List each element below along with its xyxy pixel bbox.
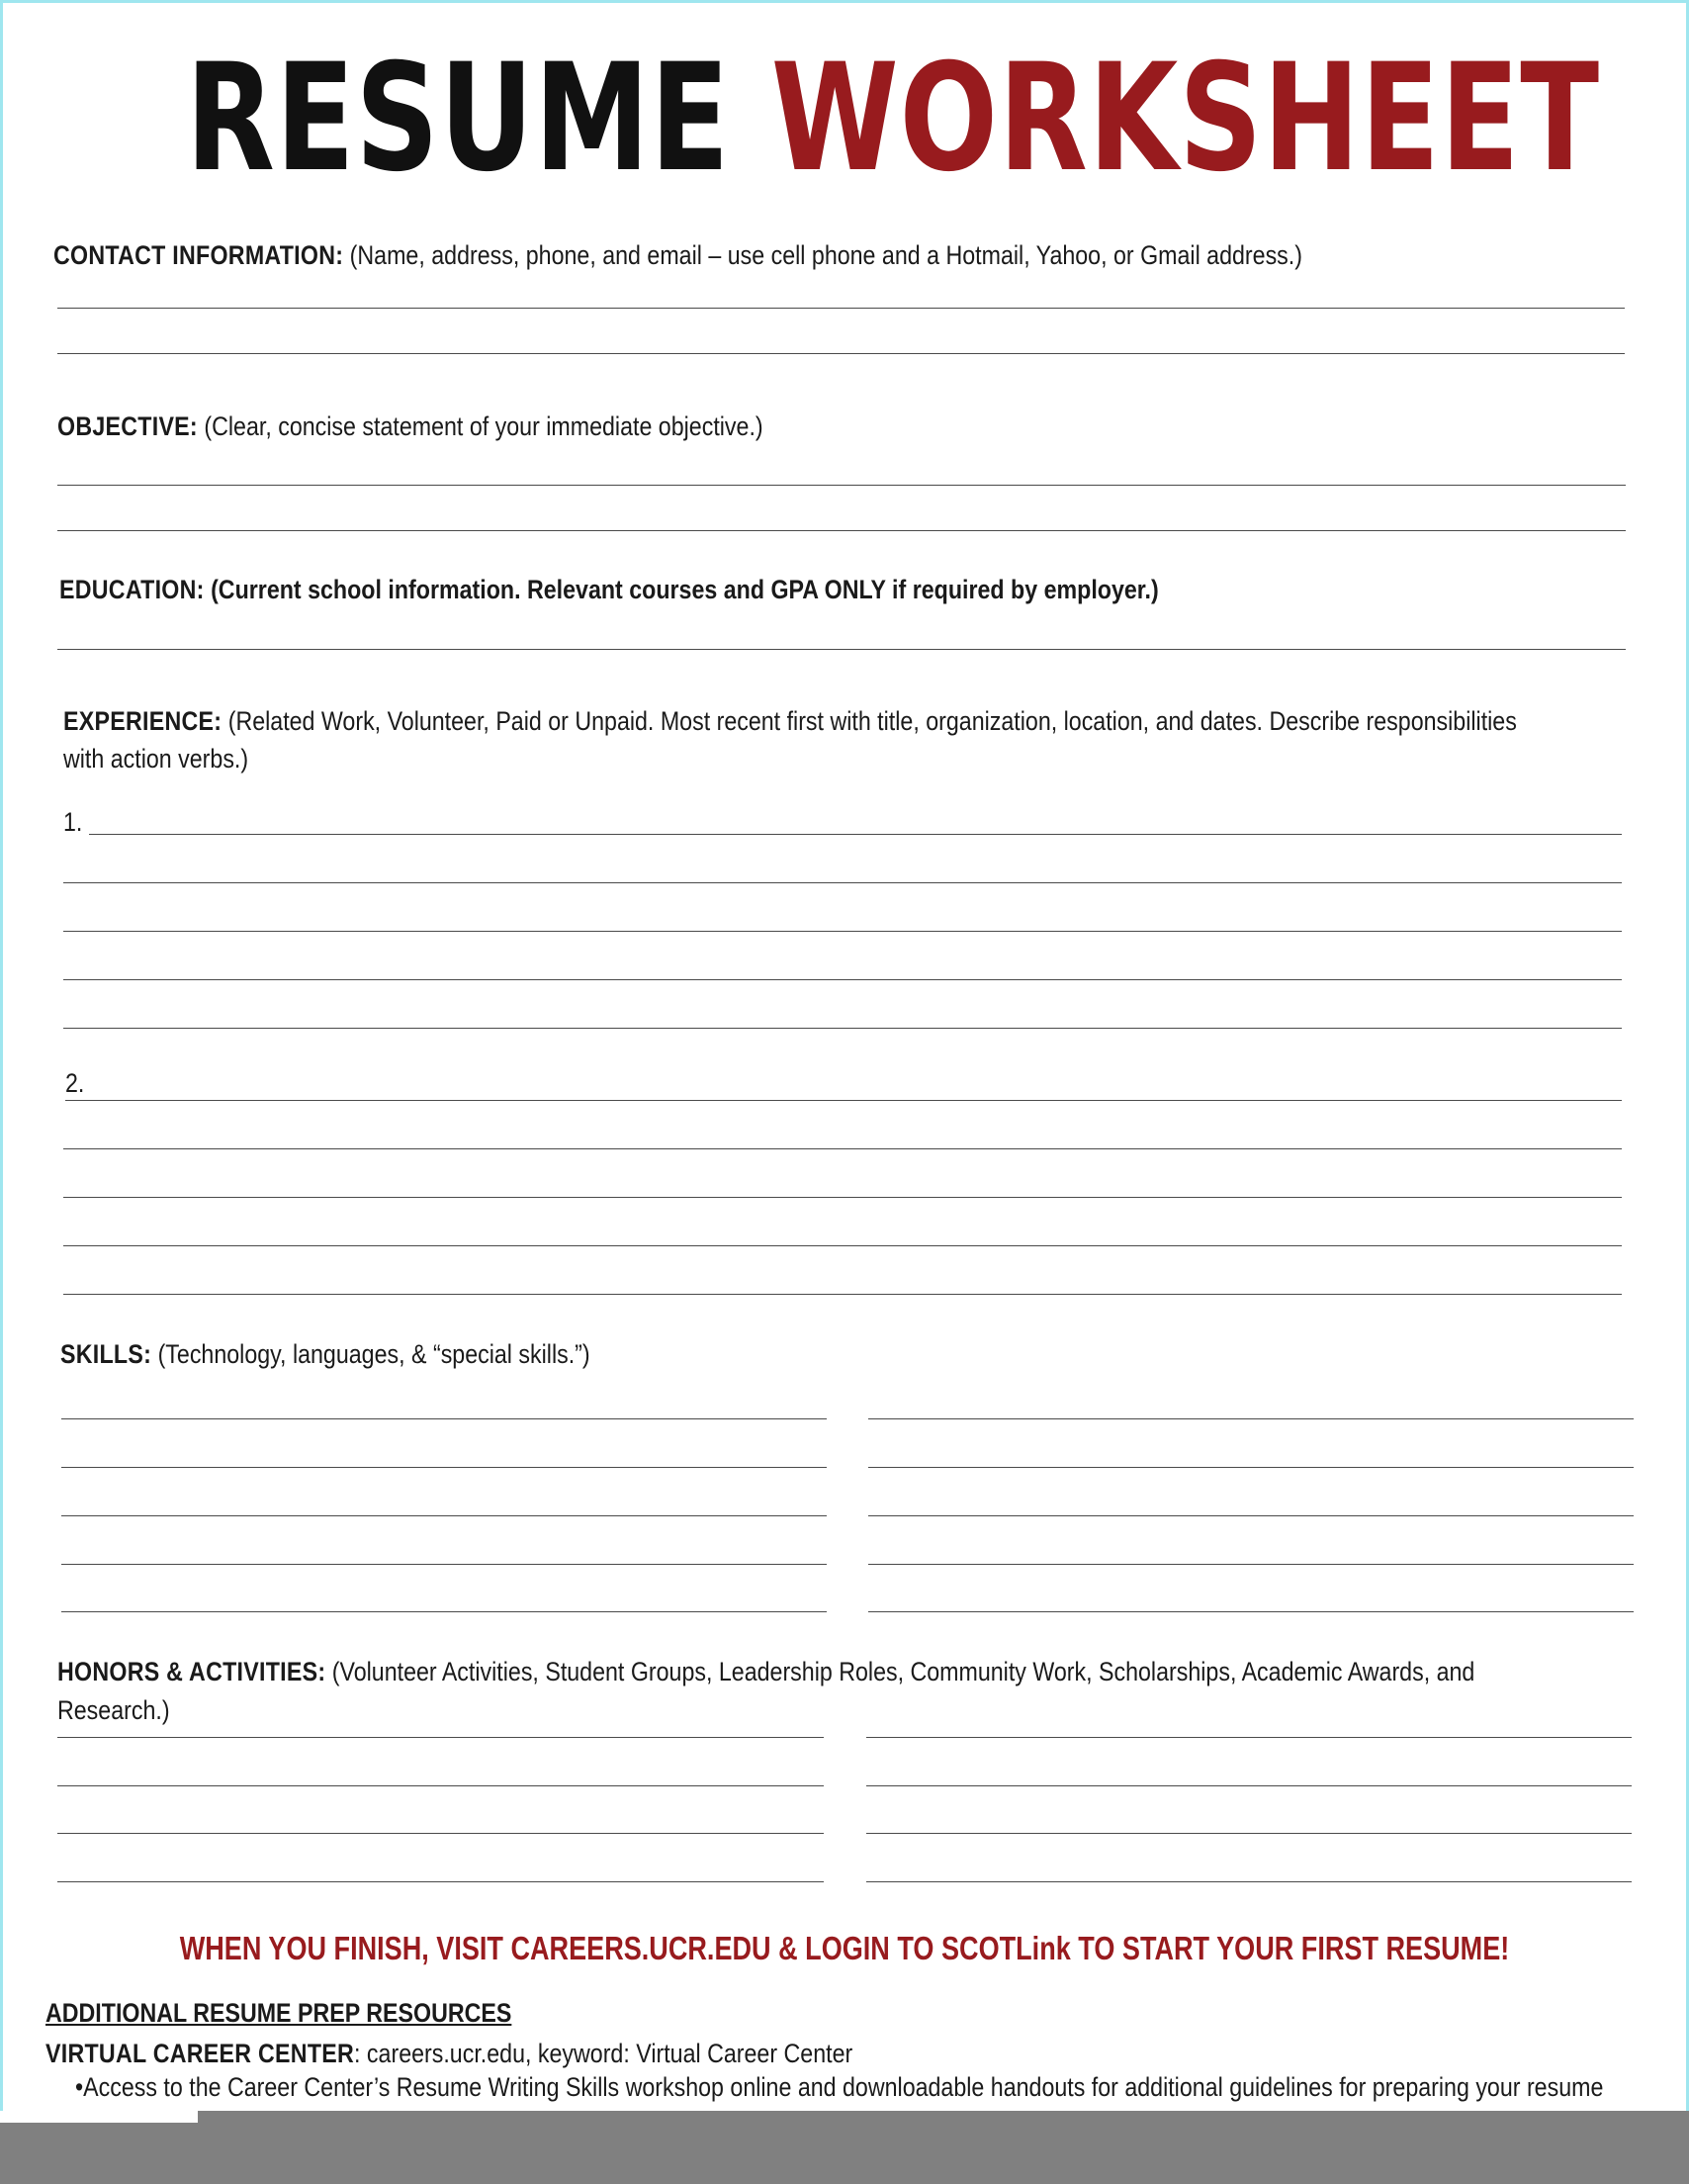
skills-line[interactable] — [868, 1467, 1634, 1468]
experience-line[interactable] — [65, 1100, 1622, 1101]
honors-heading — [57, 1654, 1474, 1689]
honors-line[interactable] — [866, 1785, 1632, 1786]
skills-label: SKILLS: — [60, 1339, 152, 1369]
finish-banner: WHEN YOU FINISH, VISIT CAREERS.UCR.EDU & LOGIN TO SCOTLink TO START YOUR FIRST RESUME! — [179, 1930, 1510, 1966]
objective-line[interactable] — [57, 530, 1626, 531]
contact-heading — [53, 237, 1302, 273]
experience-description: (Related Work, Volunteer, Paid or Unpaid. Most recent first with title, organization, location, and dates. Describe responsibilities — [222, 706, 1517, 736]
honors-line[interactable] — [57, 1881, 824, 1882]
experience-line[interactable] — [63, 882, 1622, 883]
experience-line[interactable] — [63, 979, 1622, 980]
honors-label: HONORS & ACTIVITIES: — [57, 1657, 326, 1686]
skills-line[interactable] — [868, 1515, 1634, 1516]
experience-line[interactable] — [63, 1197, 1622, 1198]
education-heading — [59, 572, 1159, 607]
honors-line[interactable] — [57, 1785, 824, 1786]
skills-line[interactable] — [61, 1564, 827, 1565]
education-line[interactable] — [57, 649, 1626, 650]
honors-line[interactable] — [866, 1833, 1632, 1834]
skills-line[interactable] — [868, 1418, 1634, 1419]
experience-line[interactable] — [63, 1294, 1622, 1295]
contact-label: CONTACT INFORMATION: — [53, 240, 344, 270]
experience-description-cont: with action verbs.) — [63, 744, 249, 774]
virtual-career-center — [45, 2036, 852, 2071]
experience-line[interactable] — [63, 1245, 1622, 1246]
title-worksheet: WORKSHEET — [770, 33, 1600, 205]
experience-line[interactable] — [63, 931, 1622, 932]
experience-line[interactable] — [63, 1148, 1622, 1149]
skills-description: (Technology, languages, & “special skills.”) — [151, 1339, 590, 1369]
skills-line[interactable] — [61, 1467, 827, 1468]
experience-line[interactable] — [89, 834, 1622, 835]
contact-line[interactable] — [57, 308, 1625, 309]
skills-line[interactable] — [868, 1564, 1634, 1565]
experience-label: EXPERIENCE: — [63, 706, 222, 736]
honors-description: (Volunteer Activities, Student Groups, Leadership Roles, Community Work, Scholarships, Academic Awards, and — [325, 1657, 1475, 1686]
title-resume: RESUME — [185, 33, 731, 205]
experience-line[interactable] — [63, 1028, 1622, 1029]
skills-line[interactable] — [61, 1611, 827, 1612]
skills-line[interactable] — [61, 1515, 827, 1516]
objective-heading — [57, 409, 763, 444]
honors-line[interactable] — [866, 1881, 1632, 1882]
footer-band — [0, 2111, 1689, 2184]
experience-heading — [63, 703, 1517, 739]
contact-line[interactable] — [57, 353, 1625, 354]
objective-line[interactable] — [57, 485, 1626, 486]
education-description: (Current school information. Relevant courses and GPA ONLY if required by employer.) — [204, 575, 1159, 604]
skills-line[interactable] — [61, 1418, 827, 1419]
contact-description: (Name, address, phone, and email – use cell phone and a Hotmail, Yahoo, or Gmail address.) — [343, 240, 1302, 270]
page-title — [185, 33, 1600, 205]
skills-heading — [60, 1336, 590, 1372]
honors-line[interactable] — [57, 1833, 824, 1834]
vcc-text: : careers.ucr.edu, keyword: Virtual Career Center — [354, 2039, 853, 2068]
objective-description: (Clear, concise statement of your immediate objective.) — [197, 411, 763, 441]
resources-heading: ADDITIONAL RESUME PREP RESOURCES — [45, 1998, 512, 2028]
experience-entry-number: 1. — [63, 807, 83, 837]
education-label: EDUCATION: — [59, 575, 205, 604]
honors-line[interactable] — [57, 1737, 824, 1738]
skills-line[interactable] — [868, 1611, 1634, 1612]
honors-description-cont: Research.) — [57, 1695, 170, 1725]
vcc-label: VIRTUAL CAREER CENTER — [45, 2039, 355, 2068]
footer-notch — [0, 2111, 198, 2123]
objective-label: OBJECTIVE: — [57, 411, 198, 441]
honors-line[interactable] — [866, 1737, 1632, 1738]
resource-bullet: •Access to the Career Center’s Resume Writing Skills workshop online and downloadable handouts for additional guidelines for preparing your resume — [75, 2072, 1604, 2102]
experience-entry-number: 2. — [65, 1068, 85, 1098]
